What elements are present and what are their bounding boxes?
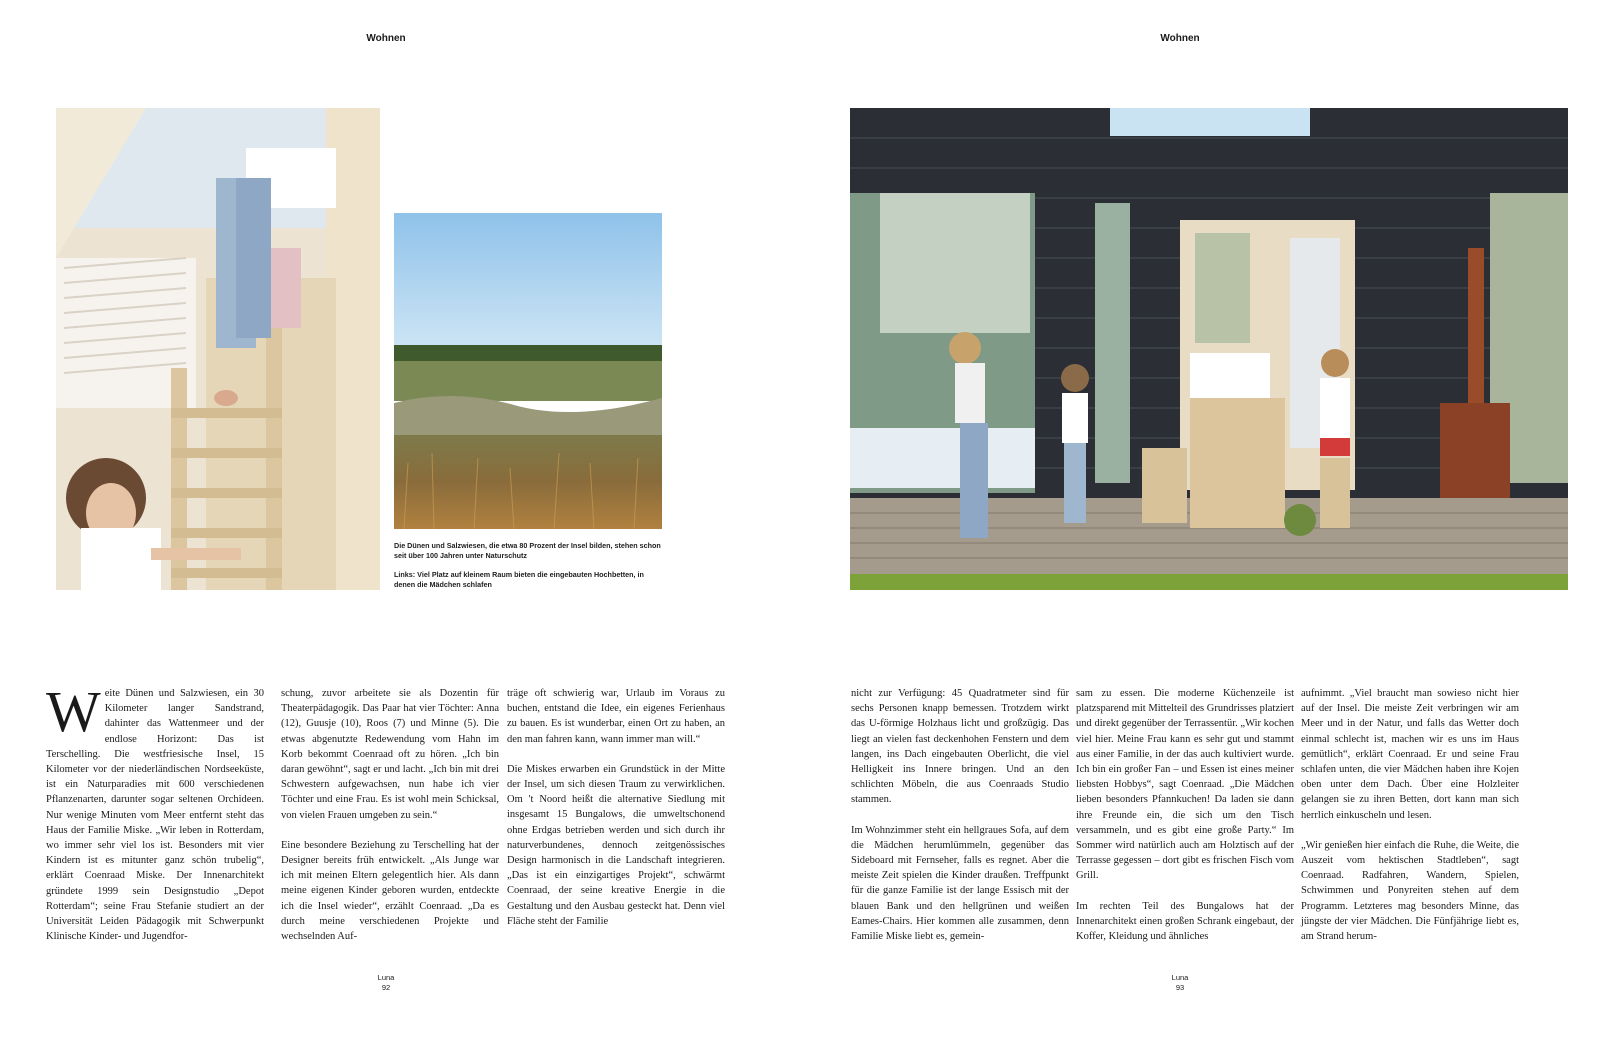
photo-captions	[394, 541, 664, 599]
drop-cap: W	[46, 679, 101, 744]
photo-bungalow-terrace	[850, 108, 1568, 590]
left-column-1	[46, 679, 264, 959]
paragraph: Eine besondere Beziehung zu Terschelling hat der Designer bereits früh entwickelt. „Als Junge war ich mit meinen Eltern gelegentlich hier. Als dann meine eigenen Kinder geboren wurden, entdeckte ich die Insel wieder“, erzählt Coenraad. „Da es durch meine verschiedenen Projekte und wechselnden Auf-	[281, 839, 499, 943]
paragraph: „Wir genießen hier einfach die Ruhe, die Weite, die Auszeit vom hektischen Stadtleben“, sagt Coenraad. Radfahren, Wandern, Spielen, Schwimmen und Ponyreiten stehen auf dem Programm. Letzteres mag besonders Minne, das jüngste der vier Mädchen. Die Fünfjährige liebt es, am Strand herum-	[1301, 839, 1519, 943]
footer-left	[356, 973, 416, 993]
right-column-1	[851, 686, 1069, 959]
section-label-right: Wohnen	[1160, 33, 1200, 44]
paragraph: nicht zur Verfügung: 45 Quadratmeter sind für sechs Personen knapp bemessen. Trotzdem wirkt das U-förmige Holzhaus licht und großzügig. Das liegt an vielen fast deckenhohen Fenstern und dem langen, ins Dach eingebauten Oberlicht, die viel Helligkeit ins Innere bringen. Und an den schlichten Möbeln, die aus Coenraads Studio stammen.	[851, 688, 1069, 806]
section-label-left: Wohnen	[366, 33, 406, 44]
left-column-2	[281, 686, 499, 959]
footer-right	[1150, 973, 1210, 993]
left-column-3	[507, 686, 725, 944]
paragraph: Im rechten Teil des Bungalows hat der Innenarchitekt einen großen Schrank eingebaut, der Koffer, Kleidung und ähnliches	[1076, 900, 1294, 943]
footer-magazine-name: Luna	[377, 973, 395, 982]
paragraph: Im Wohnzimmer steht ein hellgraues Sofa, auf dem die Mädchen herumlümmeln, gegenüber das Sideboard mit Fernseher, falls es regnet. Aber die meiste Zeit spielen die Kinder draußen. Treffpunkt für die ganze Familie ist der lange Essisch mit der blauen Bank und den hellgrünen und weißen Eames-Chairs. Hier kommen alle zusammen, denn Familie Miske liebt es, gemein-	[851, 824, 1069, 943]
right-column-3	[1301, 686, 1519, 959]
caption-dunes: Die Dünen und Salzwiesen, die etwa 80 Prozent der Insel bilden, stehen schon seit über 100 Jahren unter Naturschutz	[394, 541, 661, 561]
page-number: 93	[1175, 983, 1185, 992]
page-number: 92	[381, 983, 391, 992]
caption-loft: Links: Viel Platz auf kleinem Raum bieten die eingebauten Hochbetten, in denen die Mädchen schlafen	[394, 570, 644, 590]
paragraph: aufnimmt. „Viel braucht man sowieso nicht hier auf der Insel. Die meiste Zeit verbringen wir am Meer und in der Natur, und falls das Wetter doch einmal schlecht ist, machen wir es uns im Haus gemütlich“, erklärt Coenraad. Er und seine Frau schlafen unten, die vier Mädchen haben ihre Kojen oben unter dem Dach. Über eine Holzleiter gelangen sie zu ihren Betten, dort kann man sich herrlich einkuscheln und lesen.	[1301, 688, 1519, 821]
paragraph: sam zu essen. Die moderne Küchenzeile ist platzsparend mit Mittelteil des Grundrisses platziert und direkt gegenüber der Terrassentür. „Wir kochen viel hier. Meine Frau kann es sehr gut und stammt aus einer Familie, in der das auch kultiviert wurde. Ich bin ein großer Fan – und Essen ist eines meiner liebsten Hobbys“, sagt Coenraad. „Die Mädchen lieben besonders Pfannkuchen! Da laden sie dann ihre Freunde ein, die sich um den Tisch versammeln, und es gibt eine große Party.“ Im Sommer wird natürlich auch am Holztisch auf der Terrasse gegessen – dort gibt es frischen Fisch vom Grill.	[1076, 688, 1294, 882]
body-text: eite Dünen und Salzwiesen, ein 30 Kilometer langer Sandstrand, dahinter das Wattenmeer und der endlose Horizont: Das ist Terschelling. Die westfriesische Insel, 15 Kilometer vor der niederländischen Nordseeküste, ist ein Naturparadies mit 600 verschiedenen Pflanzenarten, darunter sogar seltenen Orchideen. Nur wenige Minuten vom Meer entfernt steht das Haus der Familie Miske. „Wir leben in Rotterdam, wo immer sehr viel los ist. Besonders mit vier Kindern ist es mitunter ganz schön trubelig“, erklärt Coenraad Miske. Der Innenarchitekt gründete 1999 sein Designstudio „Depot Rotterdam“; seine Frau Stefanie studiert an der Universität Leiden Pädagogik mit Schwerpunkt Klinische Kinder- und Jugendfor-	[46, 688, 264, 943]
paragraph: träge oft schwierig war, Urlaub im Voraus zu buchen, entstand die Idee, ein eigenes Ferienhaus zu bauen. Es ist wunderbar, einen Ort zu haben, an den man fahren kann, wann immer man will.“	[507, 688, 725, 745]
paragraph: Die Miskes erwarben ein Grundstück in der Mitte der Insel, um sich diesen Traum zu verwirklichen. Om 't Noord heißt die alternative Siedlung mit insgesamt 15 Bungalows, die umweltschonend ohne Erdgas betrieben werden und sich durch ihr naturverbundenes, dennoch zeitgenössisches Design harmonisch in die Landschaft integrieren. „Das ist ein einzigartiges Projekt“, schwärmt Coenraad, der seine kreative Energie in die Gestaltung und den Ausbau gesteckt hat. Denn viel Fläche steht der Familie	[507, 763, 725, 927]
photo-dunes	[394, 213, 662, 529]
paragraph: schung, zuvor arbeitete sie als Dozentin für Theaterpädagogik. Das Paar hat vier Töchter: Anna (12), Guusje (10), Roos (7) und Minne (5). Die etwas abgenutzte Redewendung vom Hahn im Korb bekommt Coenraad oft zu hören. „Ich bin daran gewöhnt“, sagt er und lacht. „Ich bin mit drei Schwestern aufgewachsen, nun habe ich vier Töchter und eine Frau. Es ist wohl mein Schicksal, von vielen Frauen umgeben zu sein.“	[281, 688, 499, 821]
footer-magazine-name: Luna	[1171, 973, 1189, 982]
photo-loft-ladder	[56, 108, 380, 590]
right-column-2	[1076, 686, 1294, 959]
